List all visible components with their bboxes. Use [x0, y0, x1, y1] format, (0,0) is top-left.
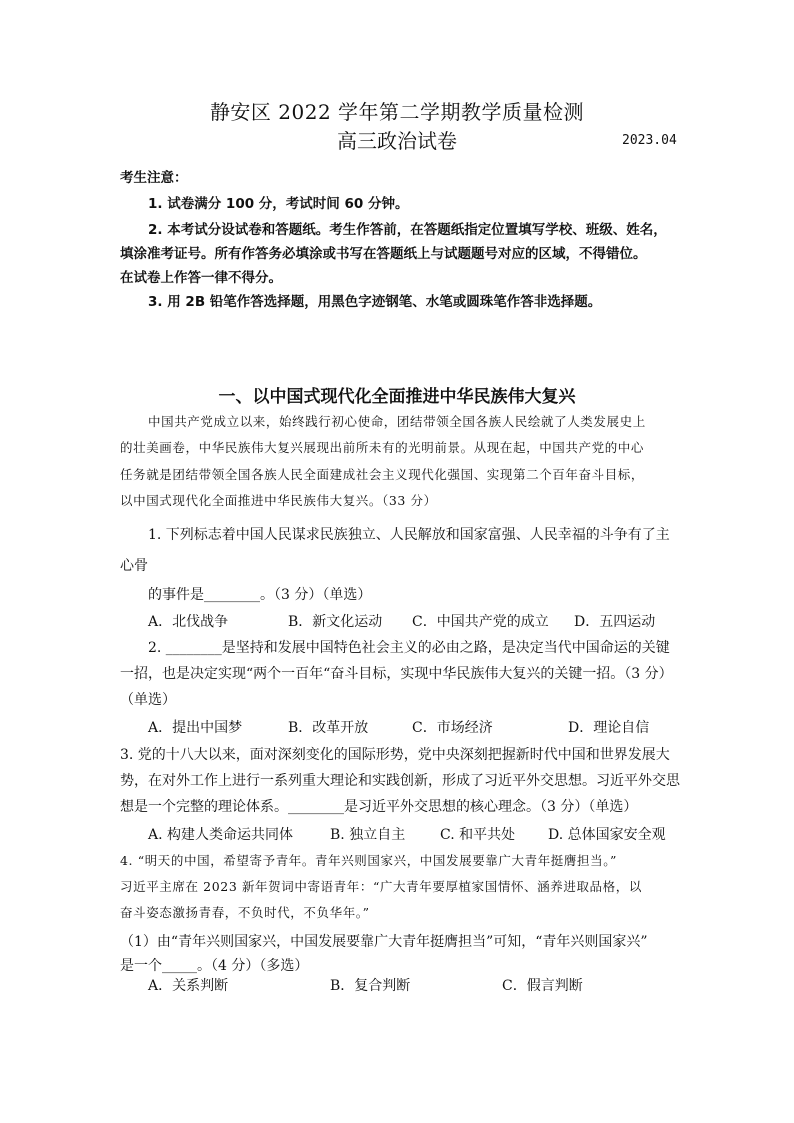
intro-line-2: 的壮美画卷，中华民族伟大复兴展现出前所未有的光明前景。从现在起，中国共产党的中心: [120, 440, 645, 455]
q4-option-b: B．复合判断: [330, 978, 411, 994]
q1-option-a: A．北伐战争: [148, 614, 229, 630]
q4-option-c: C．假言判断: [502, 978, 583, 994]
notice-item-3: 3. 用 2B 铅笔作答选择题，用黑色字迹钢笔、水笔或圆珠笔作答非选择题。: [148, 294, 602, 310]
q1-option-c: C．中国共产党的成立: [412, 614, 549, 630]
notice-item-2-cont: 填涂准考证号。所有作答务必填涂或书写在答题纸上与试题题号对应的区域，不得错位。: [120, 246, 647, 262]
notice-item-2-cont2: 在试卷上作答一律不得分。: [120, 270, 282, 286]
intro-line-1: 中国共产党成立以来，始终践行初心使命，团结带领全国各族人民绘就了人类发展史上: [148, 414, 646, 429]
q2-line-1: 2. ________是坚持和发展中国特色社会主义的必由之路，是决定当代中国命运的关键: [148, 640, 670, 656]
notice-heading: 考生注意：: [120, 170, 188, 186]
q2-option-d: D．理论自信: [568, 720, 650, 736]
exam-subtitle: 高三政治试卷: [337, 129, 457, 153]
q2-option-a: A．提出中国梦: [148, 720, 243, 736]
q4-option-a: A．关系判断: [148, 978, 229, 994]
intro-line-3: 任务就是团结带领全国各族人民全面建成社会主义现代化强国、实现第二个百年奋斗目标，: [120, 467, 645, 482]
q2-line-3: （单选）: [120, 692, 176, 708]
q4-line-2: 习近平主席在 2023 新年贺词中寄语青年：“广大青年要厚植家国情怀、涵养进取品格，以: [120, 879, 642, 894]
q3-option-b: B. 独立自主: [330, 827, 406, 843]
q1-option-d: D．五四运动: [574, 614, 656, 630]
q4-sub1-line-1: （1）由“青年兴则国家兴，中国发展要靠广大青年挺膺担当”可知，“青年兴则国家兴”: [120, 934, 648, 950]
q3-line-2: 势，在对外工作上进行一系列重大理论和实践创新，形成了习近平外交思想。习近平外交思: [120, 773, 680, 789]
q3-option-d: D. 总体国家安全观: [548, 827, 666, 843]
q1-line-1: 1. 下列标志着中国人民谋求民族独立、人民解放和国家富强、人民幸福的斗争有了主: [148, 527, 670, 543]
exam-title: 静安区 2022 学年第二学期教学质量检测: [209, 100, 585, 124]
exam-date: 2023.04: [622, 133, 677, 148]
q2-option-c: C．市场经济: [412, 720, 493, 736]
q3-line-3: 想是一个完整的理论体系。________是习近平外交思想的核心理念。（3 分）（单选）: [120, 799, 638, 815]
q3-option-a: A. 构建人类命运共同体: [148, 827, 294, 843]
intro-line-4: 以中国式现代化全面推进中华民族伟大复兴。（33 分）: [120, 493, 437, 508]
q4-line-3: 奋斗姿态激扬青春，不负时代，不负华年。”: [120, 905, 370, 920]
q1-line-3: 的事件是________。（3 分）（单选）: [148, 587, 372, 603]
q4-sub1-line-2: 是一个_____。（4 分）（多选）: [120, 958, 309, 974]
notice-item-1: 1. 试卷满分 100 分，考试时间 60 分钟。: [148, 196, 409, 212]
q2-line-2: 一招，也是决定实现“两个一百年“奋斗目标，实现中华民族伟大复兴的关键一招。（3 分）: [120, 666, 673, 682]
q3-line-1: 3. 党的十八大以来，面对深刻变化的国际形势，党中央深刻把握新时代中国和世界发展大: [120, 747, 670, 763]
q4-line-1: 4. “明天的中国，希望寄予青年。青年兴则国家兴，中国发展要靠广大青年挺膺担当。”: [120, 853, 618, 868]
q1-option-b: B．新文化运动: [288, 614, 383, 630]
section-title: 一、以中国式现代化全面推进中华民族伟大复兴: [218, 387, 576, 407]
notice-item-2: 2. 本考试分设试卷和答题纸。考生作答前，在答题纸指定位置填写学校、班级、姓名，: [148, 222, 667, 238]
q2-option-b: B．改革开放: [288, 720, 369, 736]
q3-option-c: C. 和平共处: [440, 827, 516, 843]
q1-line-2: 心骨: [120, 558, 148, 574]
